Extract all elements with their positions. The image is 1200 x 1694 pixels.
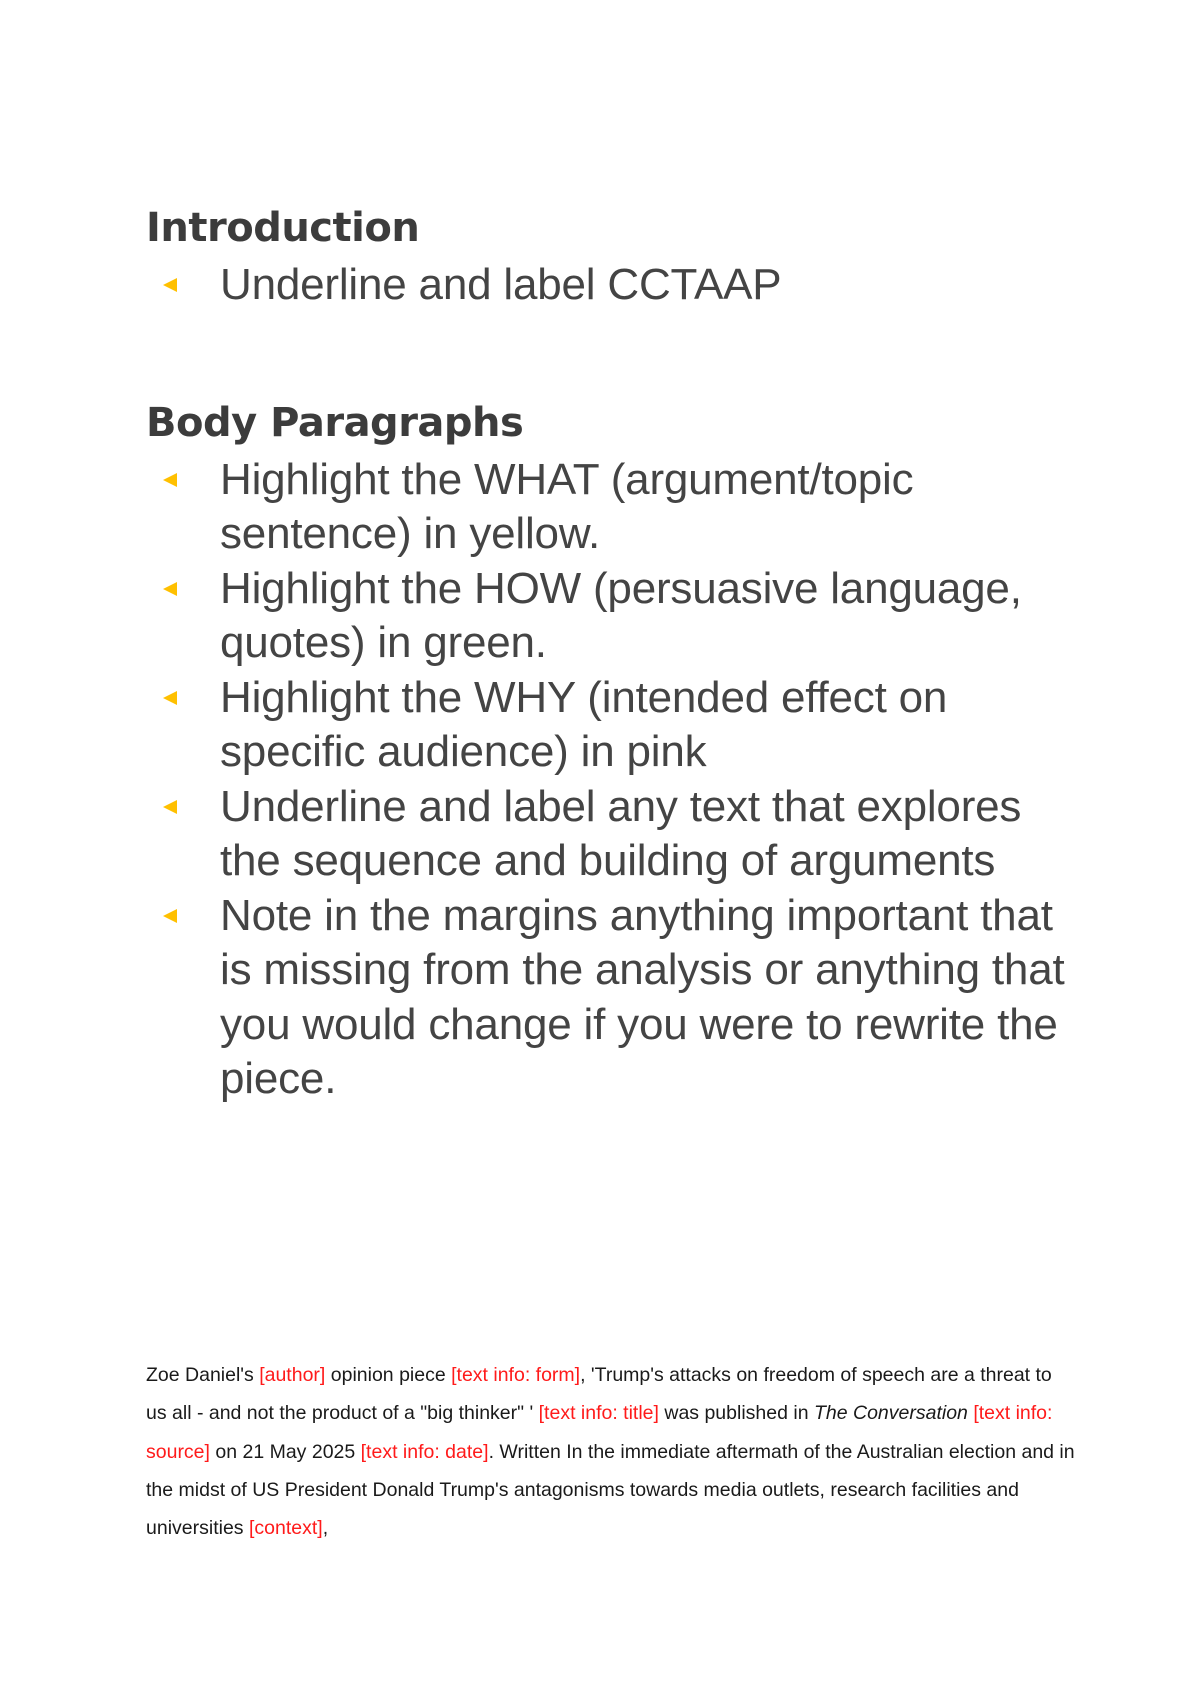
label-context: [context] <box>248 1517 323 1540</box>
bullet-item-margin-notes <box>146 889 1076 1107</box>
bullet-text: Underline and label CCTAAP <box>220 260 782 309</box>
paragraph-text: , 'Trump's attacks on freedom of speech are a threat to us all - and not the product of a "big thinker" ' <box>146 1364 1052 1425</box>
bullet-text: Highlight the HOW (persuasive language, quotes) in green. <box>220 563 1022 667</box>
publication-name: The Conversation <box>813 1402 968 1425</box>
paragraph-text: on 21 May 2025 <box>209 1440 361 1463</box>
paragraph-text: opinion piece <box>325 1364 452 1386</box>
bullet-text: Underline and label any text that explores the sequence and building of arguments <box>220 781 1022 885</box>
paragraph-text: Zoe Daniel's <box>146 1364 260 1386</box>
bullet-text: Note in the margins anything important that is missing from the analysis or anything that you would change if you were to rewrite the piece. <box>220 890 1065 1103</box>
triangle-left-bullet-icon <box>163 691 177 705</box>
body-paragraphs-bullet-list <box>146 453 1076 1107</box>
triangle-left-bullet-icon <box>163 800 177 814</box>
introduction-bullet-list <box>146 258 1076 313</box>
bullet-item-why <box>146 671 1076 780</box>
bullet-item-how <box>146 562 1076 671</box>
triangle-left-bullet-icon <box>163 473 177 487</box>
introduction-section <box>146 198 1076 313</box>
paragraph-text: . Written In the immediate aftermath of the Australian election and in the midst of US President Donald Trump's antagonisms towards media outlets, research facilities and universities <box>146 1440 1075 1540</box>
label-text-info-date: [text info: date] <box>360 1440 489 1463</box>
bullet-item-sequence <box>146 780 1076 889</box>
triangle-left-bullet-icon <box>163 582 177 596</box>
introduction-heading: Introduction <box>146 205 420 251</box>
body-paragraphs-heading: Body Paragraphs <box>146 399 524 446</box>
document-page <box>146 198 1076 1107</box>
triangle-left-bullet-icon <box>163 909 177 923</box>
paragraph-text: was published in <box>658 1402 814 1425</box>
paragraph-text: , <box>322 1517 329 1540</box>
introduction-bullet-item <box>146 258 1076 313</box>
analysis-paragraph <box>146 1356 1076 1547</box>
bullet-text: Highlight the WHY (intended effect on specific audience) in pink <box>220 672 948 776</box>
label-text-info-title: [text info: title] <box>538 1402 659 1425</box>
bullet-text: Highlight the WHAT (argument/topic sentence) in yellow. <box>220 454 914 558</box>
triangle-left-bullet-icon <box>163 278 177 292</box>
label-text-info-form: [text info: form] <box>451 1364 581 1386</box>
body-paragraphs-section <box>146 393 1076 1107</box>
bullet-item-what <box>146 453 1076 562</box>
label-author: [author] <box>259 1364 326 1386</box>
label-text-info-source: [text info: source] <box>146 1402 1053 1463</box>
